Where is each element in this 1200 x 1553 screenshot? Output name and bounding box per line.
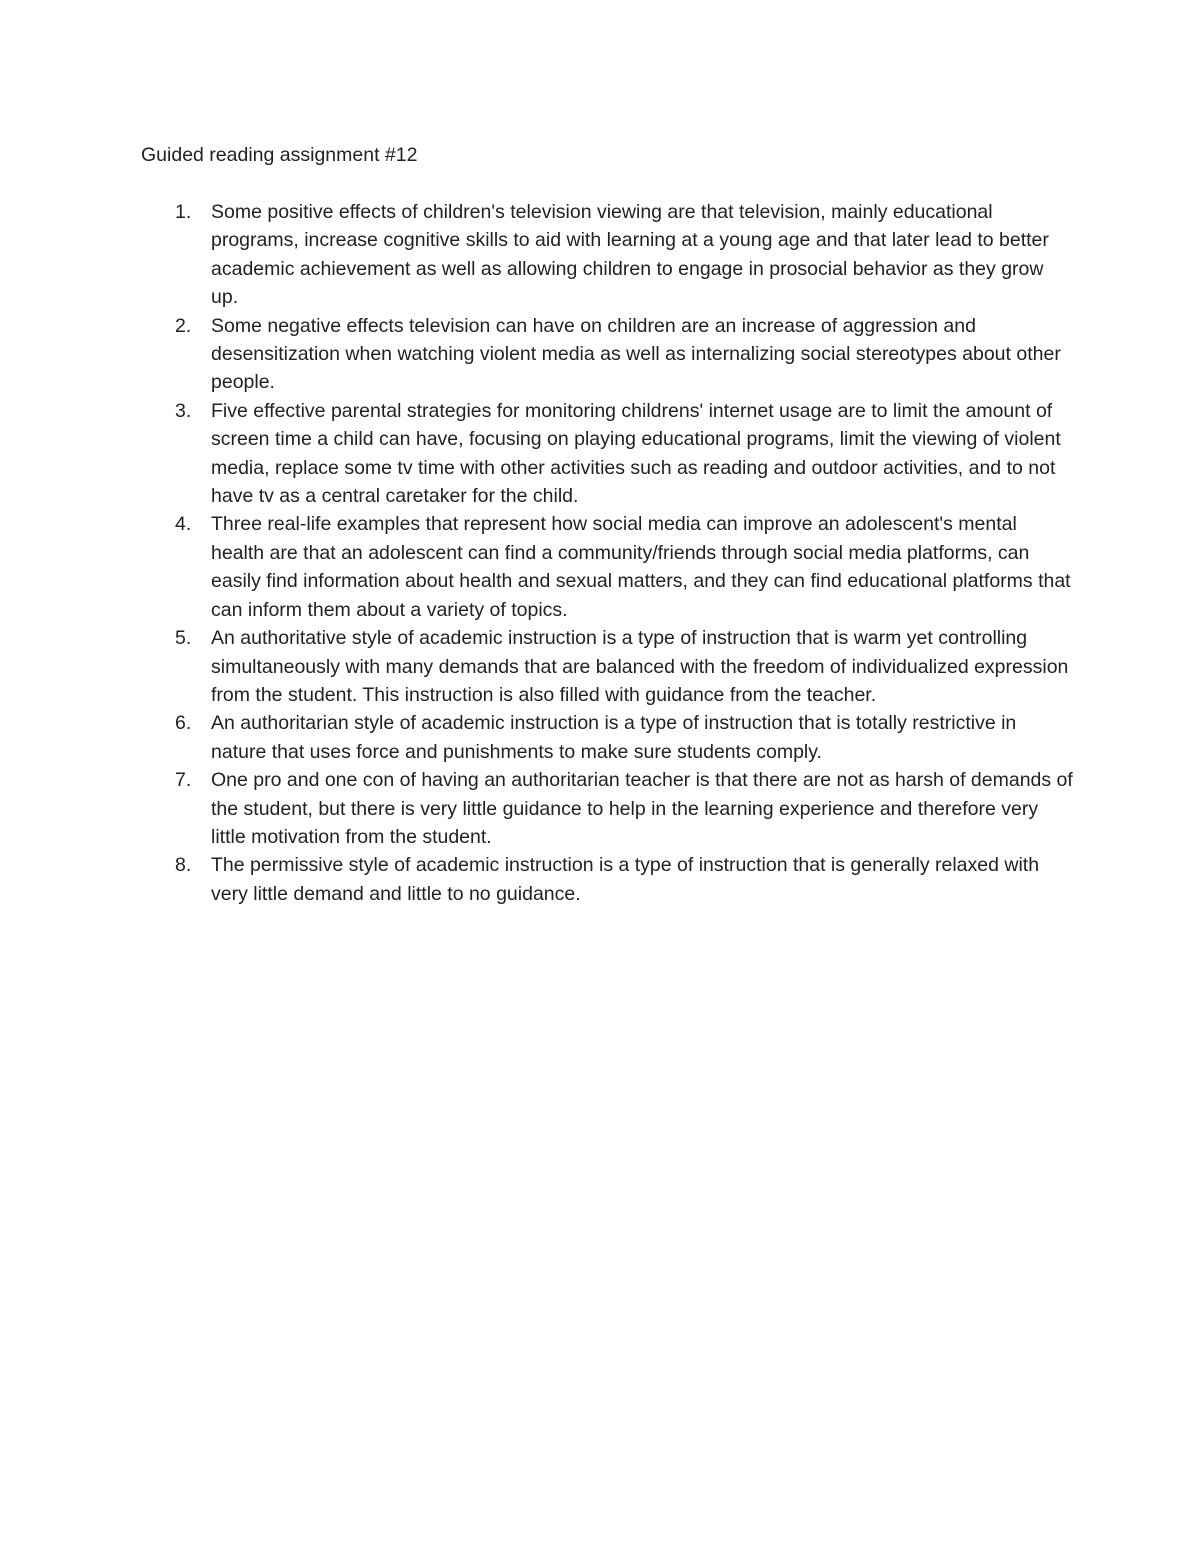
list-item	[0, 312, 1200, 397]
item-number: 6.	[175, 712, 192, 735]
list-item	[0, 624, 1200, 709]
item-text: Some negative effects television can have on children are an increase of aggression and desensitization when watching violent media as well as internalizing social stereotypes about other people.	[211, 314, 1061, 394]
item-number: 3.	[175, 399, 192, 422]
item-text: An authoritative style of academic instruction is a type of instruction that is warm yet controlling simultaneously with many demands that are balanced with the freedom of individualized expression from the student. This instruction is also filled with guidance from the teacher.	[211, 627, 1069, 706]
list-item	[0, 851, 1200, 908]
item-text: An authoritarian style of academic instruction is a type of instruction that is totally restrictive in nature that uses force and punishments to make sure students comply.	[211, 712, 1017, 763]
document-title: Guided reading assignment #12	[141, 144, 418, 166]
item-text: Three real-life examples that represent how social media can improve an adolescent's mental health are that an adolescent can find a community/friends through social media platforms, can easily find information about health and sexual matters, and they can find educational platforms that can inform them about a variety of topics.	[211, 513, 1071, 621]
item-number: 8.	[175, 854, 192, 877]
item-text: Some positive effects of children's television viewing are that television, mainly educational programs, increase cognitive skills to aid with learning at a young age and that later lead to better academic achievement as well as allowing children to engage in prosocial behavior as they grow up.	[211, 201, 1049, 309]
item-number: 1.	[175, 201, 192, 223]
item-text: One pro and one con of having an authoritarian teacher is that there are not as harsh of demands of the student, but there is very little guidance to help in the learning experience and therefore very little motivation from the student.	[211, 769, 1073, 848]
list-item	[0, 766, 1200, 851]
item-text: Five effective parental strategies for monitoring childrens' internet usage are to limit the amount of screen time a child can have, focusing on playing educational programs, limit the viewing of violent media, replace some tv time with other activities such as reading and outdoor activities, and to not have tv as a central caretaker for the child.	[211, 399, 1061, 508]
item-number: 4.	[175, 513, 192, 536]
answer-list	[0, 198, 1200, 908]
list-item	[0, 198, 1200, 312]
list-item	[0, 397, 1200, 511]
item-number: 7.	[175, 769, 192, 792]
item-number: 5.	[175, 627, 192, 650]
item-text: The permissive style of academic instruction is a type of instruction that is generally relaxed with very little demand and little to no guidance.	[211, 854, 1040, 905]
item-number: 2.	[175, 314, 192, 337]
list-item	[0, 510, 1200, 624]
list-item	[0, 709, 1200, 766]
